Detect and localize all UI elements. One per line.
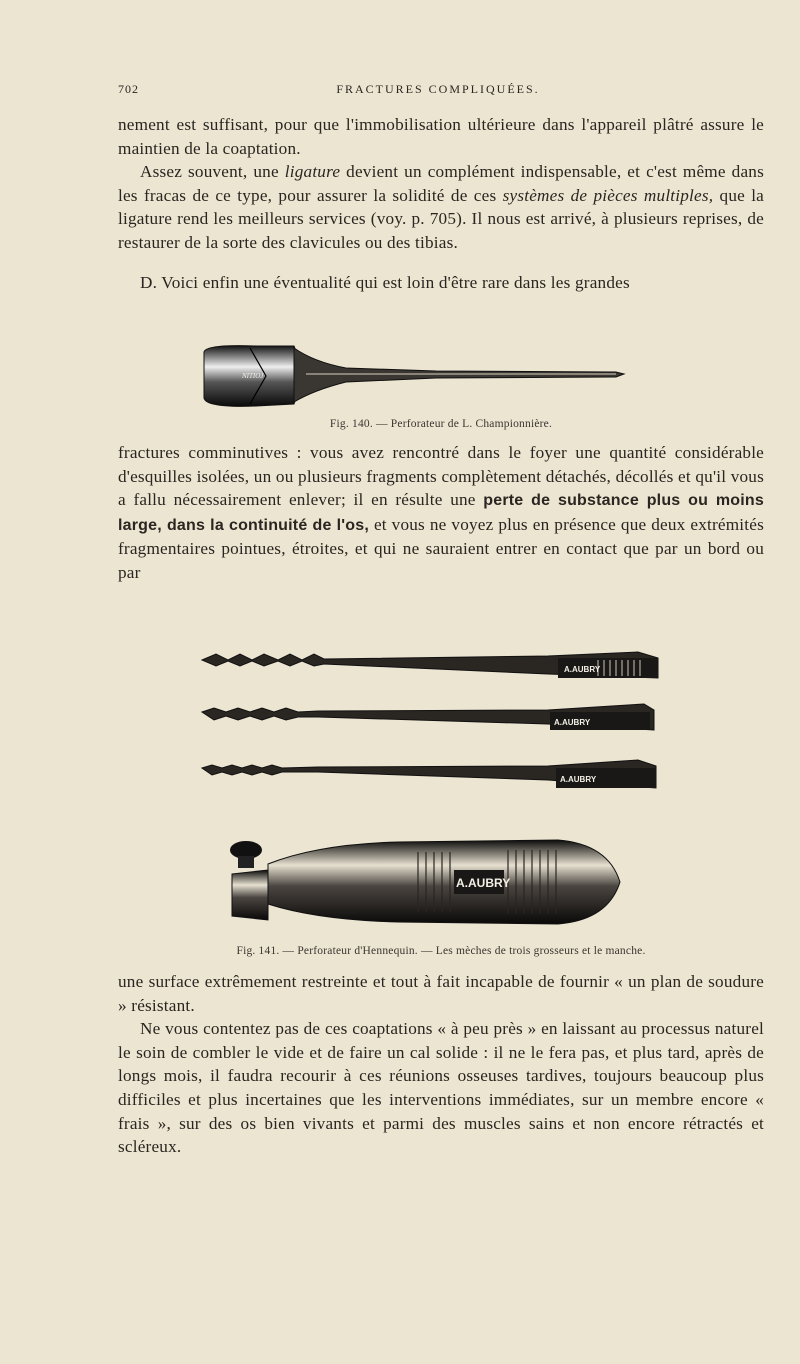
paragraph: nement est suffisant, pour que l'immobilisation ultérieure dans l'appareil plâtré assure le maintien de la coaptation. — [118, 115, 764, 158]
paragraph: Assez souvent, une ligature devient un complément indispensable, et c'est même dans les fracas de ce type, pour assurer la solidité de ces systèmes de pièces multiples, que la ligature rend les meilleurs services (voy. p. 705). Il nous est arrivé, à plusieurs reprises, de restaurer de la sorte des clavicules ou des tibias. — [118, 162, 765, 252]
running-title: FRACTURES COMPLIQUÉES. — [336, 82, 540, 96]
text-block-bottom — [118, 970, 764, 1159]
engraving-text: NITIOJ — [242, 372, 264, 380]
emphasis: systèmes de pièces multiples, — [502, 185, 714, 205]
paragraph: fractures comminutives : vous avez rencontré dans le foyer une quantité considérable d'esquilles isolées, un ou plusieurs fragments complètement détachés, décollés et qu'il vous a fallu nécessairement enlever; il en résulte une perte de substance plus ou moins large, dans la continuité de l'os, et vous ne voyez plus en présence que deux extrémités fragmentaires pointues, étroites, et qui ne sauraient entrer en contact que par un bord ou par — [118, 443, 764, 582]
figure-141-handle-illustration — [228, 834, 628, 928]
brand-mark: A.AUBRY — [554, 718, 591, 727]
drill-bit-small — [202, 760, 656, 788]
drill-bit-medium — [202, 704, 654, 730]
paragraph: D. Voici enfin une éventualité qui est loin d'être rare dans les grandes — [140, 272, 630, 292]
drill-bit-large — [202, 652, 658, 678]
page-number: 702 — [118, 82, 139, 96]
brand-mark: A.AUBRY — [456, 876, 511, 890]
text-block-top — [118, 113, 764, 294]
figure-141-caption: Fig. 141. — Perforateur d'Hennequin. — Les mèches de trois grosseurs et le manche. — [236, 945, 646, 957]
brand-mark: A.AUBRY — [560, 775, 597, 784]
paragraph: une surface extrêmement restreinte et tout à fait incapable de fournir « un plan de soudure » résistant. — [118, 972, 764, 1015]
text-block-middle — [118, 441, 764, 585]
figure-140-perforator-illustration — [196, 340, 632, 414]
bold-phrase: perte de substance plus ou moins large, dans la continuité de l'os, — [118, 492, 764, 534]
paragraph: Ne vous contentez pas de ces coaptations « à peu près » en laissant au processus naturel le soin de combler le vide et de faire un cal solide : il ne le fera pas, et plus tard, après de longs mois, il faudra recourir à ces réunions osseuses tardives, toujours beaucoup plus difficiles et plus incertaines que les interventions immédiates, sur un membre encore « frais », sur des os bien vivants et parmi des muscles sains et non encore rétractés et scléreux. — [118, 1019, 764, 1157]
emphasis: ligature — [284, 162, 341, 182]
page-header — [118, 82, 758, 104]
figure-140-caption: Fig. 140. — Perforateur de L. Championnière. — [329, 418, 553, 430]
figure-141-drill-bits-illustration — [198, 646, 662, 800]
brand-mark: A.AUBRY — [564, 665, 601, 674]
